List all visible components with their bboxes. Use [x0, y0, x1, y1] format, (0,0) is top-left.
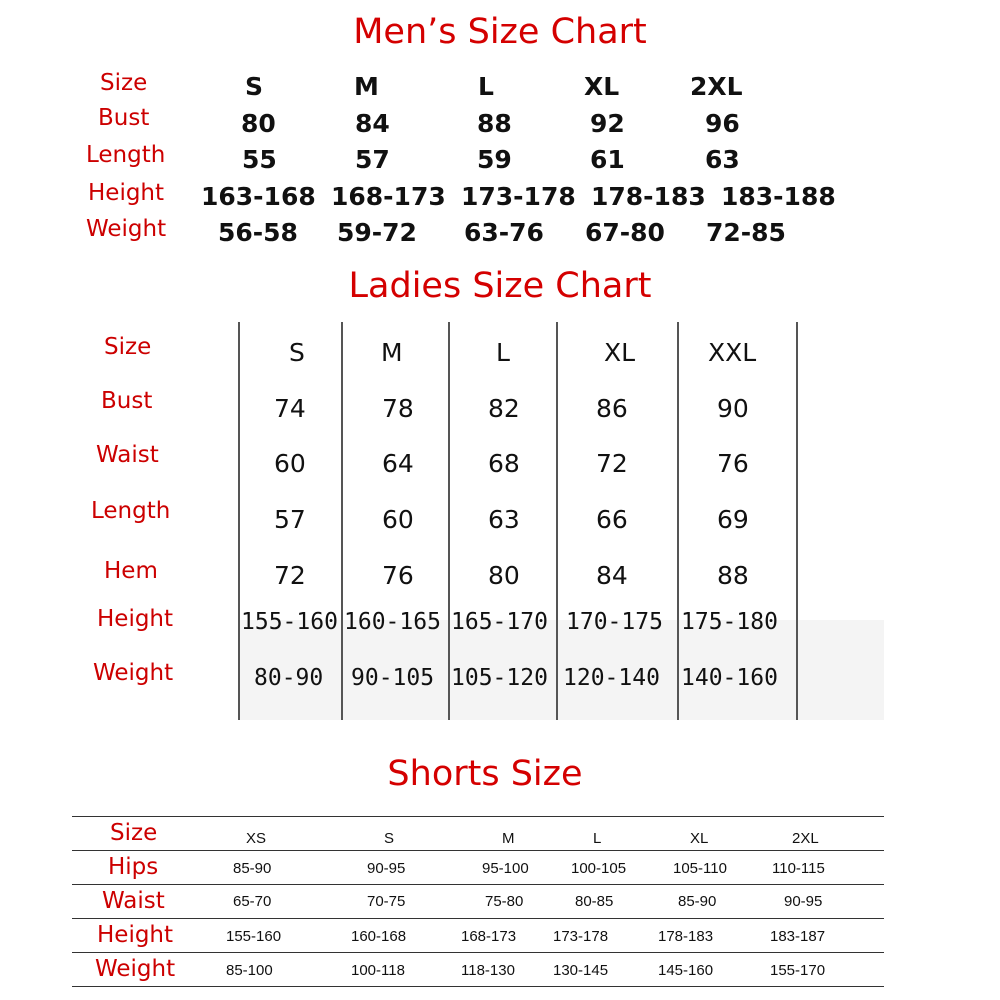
- shorts-label-height: Height: [97, 922, 174, 948]
- row-divider: [72, 986, 884, 987]
- shorts-cell: 100-118: [351, 962, 405, 979]
- mens-label-bust: Bust: [98, 105, 150, 131]
- ladies-cell: 80-90: [254, 665, 324, 691]
- mens-cell: 63: [705, 145, 740, 174]
- mens-label-weight: Weight: [86, 216, 167, 242]
- mens-cell: 80: [241, 109, 276, 138]
- mens-label-size: Size: [100, 70, 148, 96]
- shorts-cell: 90-95: [784, 893, 823, 910]
- shorts-cell: 155-160: [226, 928, 282, 945]
- ladies-cell: 76: [382, 561, 414, 590]
- ladies-cell: 60: [274, 449, 306, 478]
- ladies-cell: 72: [274, 561, 306, 590]
- ladies-cell: XXL: [708, 338, 757, 367]
- column-divider: [238, 322, 240, 720]
- mens-cell: 59-72: [337, 218, 417, 247]
- ladies-cell: 155-160: [241, 609, 338, 635]
- ladies-cell: 105-120: [451, 665, 548, 691]
- shorts-cell: M: [502, 830, 515, 847]
- column-divider: [796, 322, 798, 720]
- shorts-cell: 85-90: [233, 860, 272, 877]
- shorts-cell: 168-173: [461, 928, 517, 945]
- shorts-label-waist: Waist: [102, 888, 165, 914]
- shorts-cell: 95-100: [482, 860, 529, 877]
- shorts-cell: 2XL: [792, 830, 819, 847]
- ladies-label-hem: Hem: [104, 558, 158, 584]
- row-divider: [72, 816, 884, 817]
- ladies-size-chart-title: Ladies Size Chart: [348, 266, 652, 306]
- row-divider: [72, 918, 884, 919]
- row-divider: [72, 952, 884, 953]
- mens-cell: S: [245, 72, 264, 101]
- row-divider: [72, 884, 884, 885]
- ladies-cell: 90-105: [351, 665, 435, 691]
- ladies-cell: 74: [274, 394, 306, 423]
- mens-cell: 96: [705, 109, 740, 138]
- mens-cell: 92: [590, 109, 625, 138]
- ladies-cell: 68: [488, 449, 520, 478]
- shorts-cell: 130-145: [553, 962, 609, 979]
- shorts-cell: XL: [690, 830, 709, 847]
- mens-cell: 183-188: [721, 182, 836, 211]
- ladies-cell: 86: [596, 394, 628, 423]
- ladies-cell: 88: [717, 561, 749, 590]
- mens-cell: 88: [477, 109, 512, 138]
- shorts-cell: 85-90: [678, 893, 717, 910]
- mens-cell: 55: [242, 145, 277, 174]
- shorts-cell: 80-85: [575, 893, 614, 910]
- mens-cell: 57: [355, 145, 390, 174]
- ladies-cell: 69: [717, 505, 749, 534]
- ladies-label-bust: Bust: [101, 388, 153, 414]
- ladies-label-waist: Waist: [96, 442, 159, 468]
- mens-cell: L: [478, 72, 494, 101]
- column-divider: [556, 322, 558, 720]
- ladies-cell: 60: [382, 505, 414, 534]
- mens-cell: 168-173: [331, 182, 446, 211]
- ladies-cell: 82: [488, 394, 520, 423]
- mens-cell: XL: [584, 72, 620, 101]
- ladies-cell: 78: [382, 394, 414, 423]
- mens-cell: 72-85: [706, 218, 786, 247]
- shorts-cell: 110-115: [772, 860, 825, 877]
- ladies-cell: 170-175: [566, 609, 663, 635]
- shorts-cell: 75-80: [485, 893, 524, 910]
- ladies-cell: 84: [596, 561, 628, 590]
- shorts-label-weight: Weight: [95, 956, 176, 982]
- shorts-cell: 173-178: [553, 928, 609, 945]
- mens-cell: 178-183: [591, 182, 706, 211]
- ladies-label-weight: Weight: [93, 660, 174, 686]
- table-shading: [240, 620, 884, 720]
- shorts-cell: XS: [246, 830, 267, 847]
- ladies-cell: 76: [717, 449, 749, 478]
- row-divider: [72, 850, 884, 851]
- ladies-label-size: Size: [104, 334, 152, 360]
- mens-size-chart-title: Men’s Size Chart: [353, 12, 647, 52]
- ladies-cell: 57: [274, 505, 306, 534]
- shorts-label-hips: Hips: [108, 854, 159, 880]
- ladies-cell: M: [381, 338, 403, 367]
- shorts-cell: 145-160: [658, 962, 714, 979]
- ladies-cell: 165-170: [451, 609, 548, 635]
- ladies-cell: 175-180: [681, 609, 778, 635]
- shorts-cell: 105-110: [673, 860, 727, 877]
- shorts-cell: 100-105: [571, 860, 627, 877]
- ladies-cell: 120-140: [563, 665, 660, 691]
- mens-cell: 84: [355, 109, 390, 138]
- mens-cell: 2XL: [690, 72, 743, 101]
- column-divider: [341, 322, 343, 720]
- shorts-cell: 118-130: [461, 962, 515, 979]
- mens-label-length: Length: [86, 142, 166, 168]
- ladies-label-height: Height: [97, 606, 174, 632]
- shorts-cell: 178-183: [658, 928, 714, 945]
- shorts-size-title: Shorts Size: [387, 754, 583, 794]
- mens-cell: 163-168: [201, 182, 316, 211]
- ladies-cell: 160-165: [344, 609, 441, 635]
- ladies-cell: 66: [596, 505, 628, 534]
- shorts-cell: S: [384, 830, 395, 847]
- mens-label-height: Height: [88, 180, 165, 206]
- ladies-cell: S: [289, 338, 305, 367]
- shorts-cell: 70-75: [367, 893, 406, 910]
- mens-cell: 173-178: [461, 182, 576, 211]
- mens-cell: 59: [477, 145, 512, 174]
- shorts-cell: 90-95: [367, 860, 406, 877]
- shorts-cell: 85-100: [226, 962, 273, 979]
- shorts-cell: 155-170: [770, 962, 826, 979]
- ladies-cell: 140-160: [681, 665, 778, 691]
- shorts-cell: 160-168: [351, 928, 407, 945]
- shorts-cell: L: [593, 830, 602, 847]
- mens-cell: 61: [590, 145, 625, 174]
- ladies-cell: XL: [604, 338, 636, 367]
- ladies-label-length: Length: [91, 498, 171, 524]
- shorts-cell: 65-70: [233, 893, 272, 910]
- mens-cell: 56-58: [218, 218, 298, 247]
- column-divider: [677, 322, 679, 720]
- ladies-cell: 80: [488, 561, 520, 590]
- ladies-cell: 90: [717, 394, 749, 423]
- mens-cell: 63-76: [464, 218, 544, 247]
- ladies-cell: 72: [596, 449, 628, 478]
- ladies-cell: 64: [382, 449, 414, 478]
- shorts-cell: 183-187: [770, 928, 826, 945]
- ladies-cell: L: [496, 338, 510, 367]
- mens-cell: 67-80: [585, 218, 665, 247]
- ladies-cell: 63: [488, 505, 520, 534]
- mens-cell: M: [354, 72, 379, 101]
- shorts-label-size: Size: [110, 820, 158, 846]
- column-divider: [448, 322, 450, 720]
